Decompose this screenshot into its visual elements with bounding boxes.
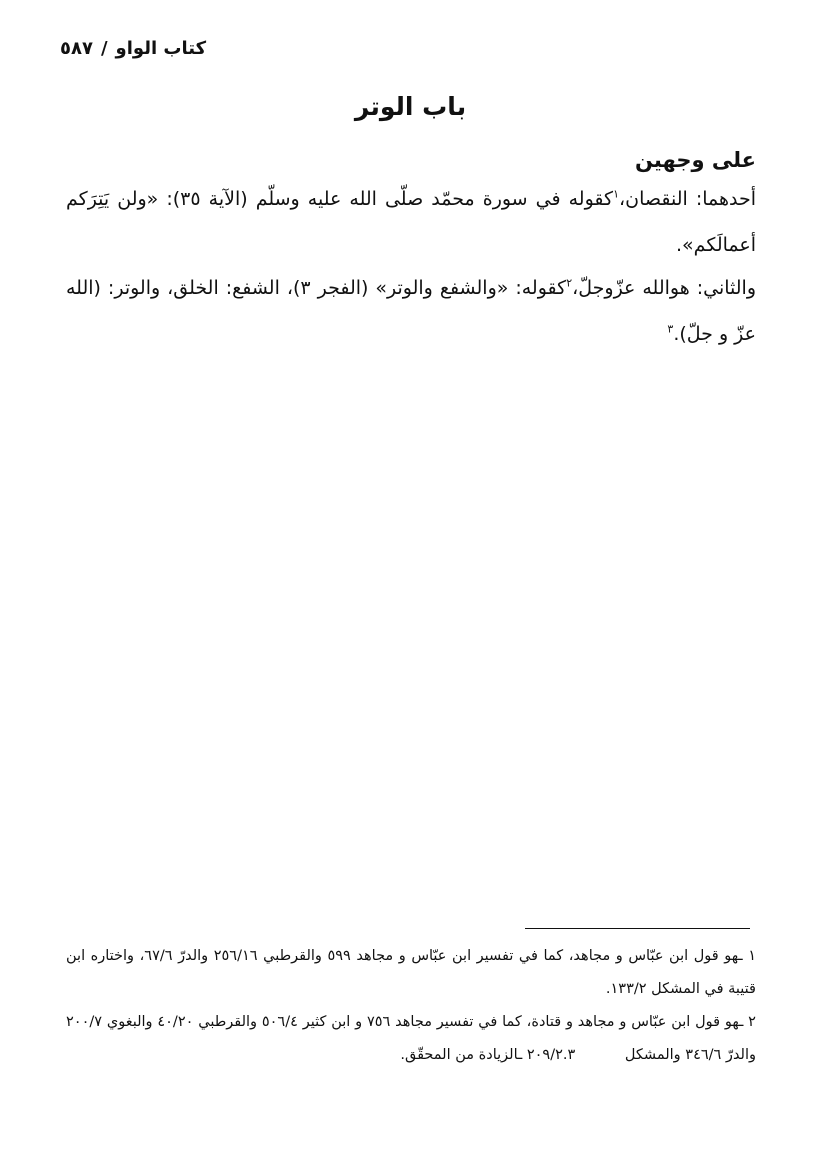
footnote-3-number: ٣ ـ bbox=[517, 1047, 576, 1063]
entry-second-text-b: كقوله: «والشفع والوتر» (الفجر ٣)، الشفع: الخلق، والوتر: (الله عزّ و جلّ). bbox=[66, 277, 756, 345]
footnote-1 bbox=[66, 940, 756, 1006]
entry-second-meaning bbox=[66, 265, 756, 357]
footnote-1-number: ١ ـ bbox=[738, 948, 757, 964]
entry-first-text-b: كقوله في سورة محمّد صلّى الله عليه وسلّم (الآية ٣٥): «ولن يَتِرَكم أعمالَكم». bbox=[66, 188, 756, 256]
chapter-title: باب الوتر bbox=[354, 92, 467, 121]
entry-first-meaning bbox=[66, 176, 756, 268]
footnote-2-number: ٢ ـ bbox=[739, 1014, 756, 1030]
section-heading: على وجهين bbox=[635, 148, 756, 172]
entry-second-text-a: والثاني: هوالله عزّوجلّ، bbox=[572, 277, 757, 299]
running-head bbox=[60, 38, 206, 59]
page-number: ٥٨٧ bbox=[60, 38, 93, 59]
footnote-ref-2: ٢ bbox=[566, 276, 573, 290]
footnote-2-text: هو قول ابن عبّاس و مجاهد و قتادة، كما في تفسير مجاهد ٧٥٦ و ابن كثير ٥٠٦/٤ والقرطبي ٤٠/٢٠ والبغوي ٢٠٠/٧ والدرّ ٣٤٦/٦ والمشكل ٢٠٩/٢. bbox=[66, 1014, 756, 1063]
footnote-ref-3: ٣ bbox=[667, 322, 674, 336]
footnote-2 bbox=[66, 1006, 756, 1072]
footnote-3-text: الزيادة من المحقّق. bbox=[400, 1047, 518, 1063]
running-head-separator: / bbox=[100, 38, 108, 59]
footnotes bbox=[66, 940, 756, 1072]
footnote-separator bbox=[525, 928, 750, 929]
footnote-ref-1: ١ bbox=[613, 187, 619, 201]
entry-first-text-a: أحدهما: النقصان، bbox=[619, 188, 757, 210]
footnote-1-text: هو قول ابن عبّاس و مجاهد، كما في تفسير ابن عبّاس و مجاهد ٥٩٩ والقرطبي ٢٥٦/١٦ والدرّ ٦٧/٦، واختاره ابن قتيبة في المشكل ١٣٣/٢. bbox=[66, 948, 756, 997]
running-head-chapter: كتاب الواو bbox=[115, 38, 207, 59]
